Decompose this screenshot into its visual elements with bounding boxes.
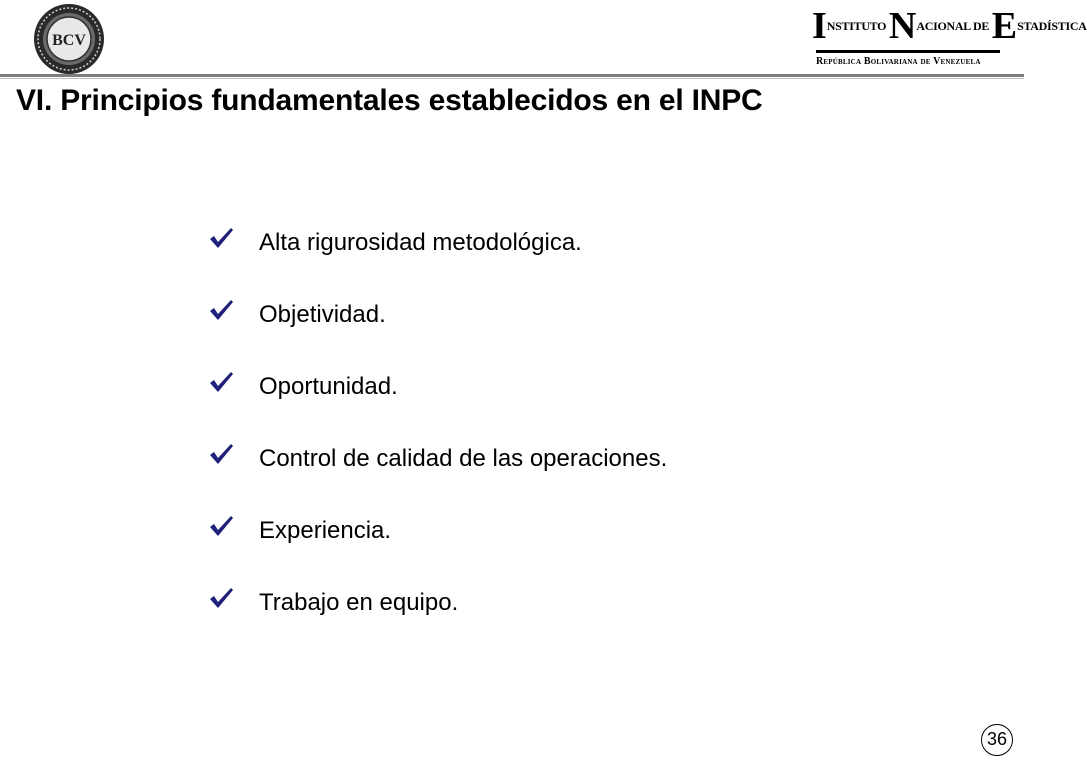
- list-item-text: Experiencia.: [259, 517, 392, 544]
- ine-word-nacional: ACIONAL DE: [916, 19, 992, 33]
- ine-logo: [812, 2, 1087, 68]
- ine-logo-line2: [816, 56, 1002, 67]
- slide-header: [0, 0, 1087, 82]
- list-item: [208, 584, 908, 656]
- list-item: [208, 512, 908, 584]
- svg-text:BCV: BCV: [52, 32, 86, 49]
- slide-title: VI. Principios fundamentales establecidos en el INPC: [16, 84, 763, 117]
- ine-letter-n: N: [888, 5, 917, 47]
- checkmark-icon: [208, 586, 234, 610]
- page-number: 36: [981, 724, 1013, 756]
- list-item: [208, 368, 908, 440]
- list-item-text: Control de calidad de las operaciones.: [259, 445, 668, 472]
- ine-word-estadistica: STADÍSTICA: [1017, 19, 1087, 33]
- list-item-text: Trabajo en equipo.: [259, 589, 459, 616]
- header-divider-thin: [0, 78, 1024, 79]
- bcv-seal-icon: [26, 2, 112, 76]
- ine-letter-i: I: [812, 5, 827, 47]
- list-item-text: Objetividad.: [259, 301, 386, 328]
- ine-logo-subtitle: República Bolivariana de Venezuela: [816, 56, 981, 67]
- checkmark-icon: [208, 226, 234, 250]
- list-item-text: Alta rigurosidad metodológica.: [259, 229, 582, 256]
- header-divider: [0, 74, 1024, 77]
- ine-logo-line1: [812, 5, 1087, 47]
- list-item-text: Oportunidad.: [259, 373, 398, 400]
- ine-word-instituto: NSTITUTO: [826, 19, 889, 33]
- list-item: [208, 440, 908, 512]
- checkmark-icon: [208, 298, 234, 322]
- checkmark-icon: [208, 514, 234, 538]
- checkmark-icon: [208, 442, 234, 466]
- list-item: [208, 296, 908, 368]
- ine-logo-rule: [816, 50, 1000, 53]
- ine-letter-e: E: [991, 5, 1018, 47]
- principles-list: [208, 224, 908, 656]
- checkmark-icon: [208, 370, 234, 394]
- list-item: [208, 224, 908, 296]
